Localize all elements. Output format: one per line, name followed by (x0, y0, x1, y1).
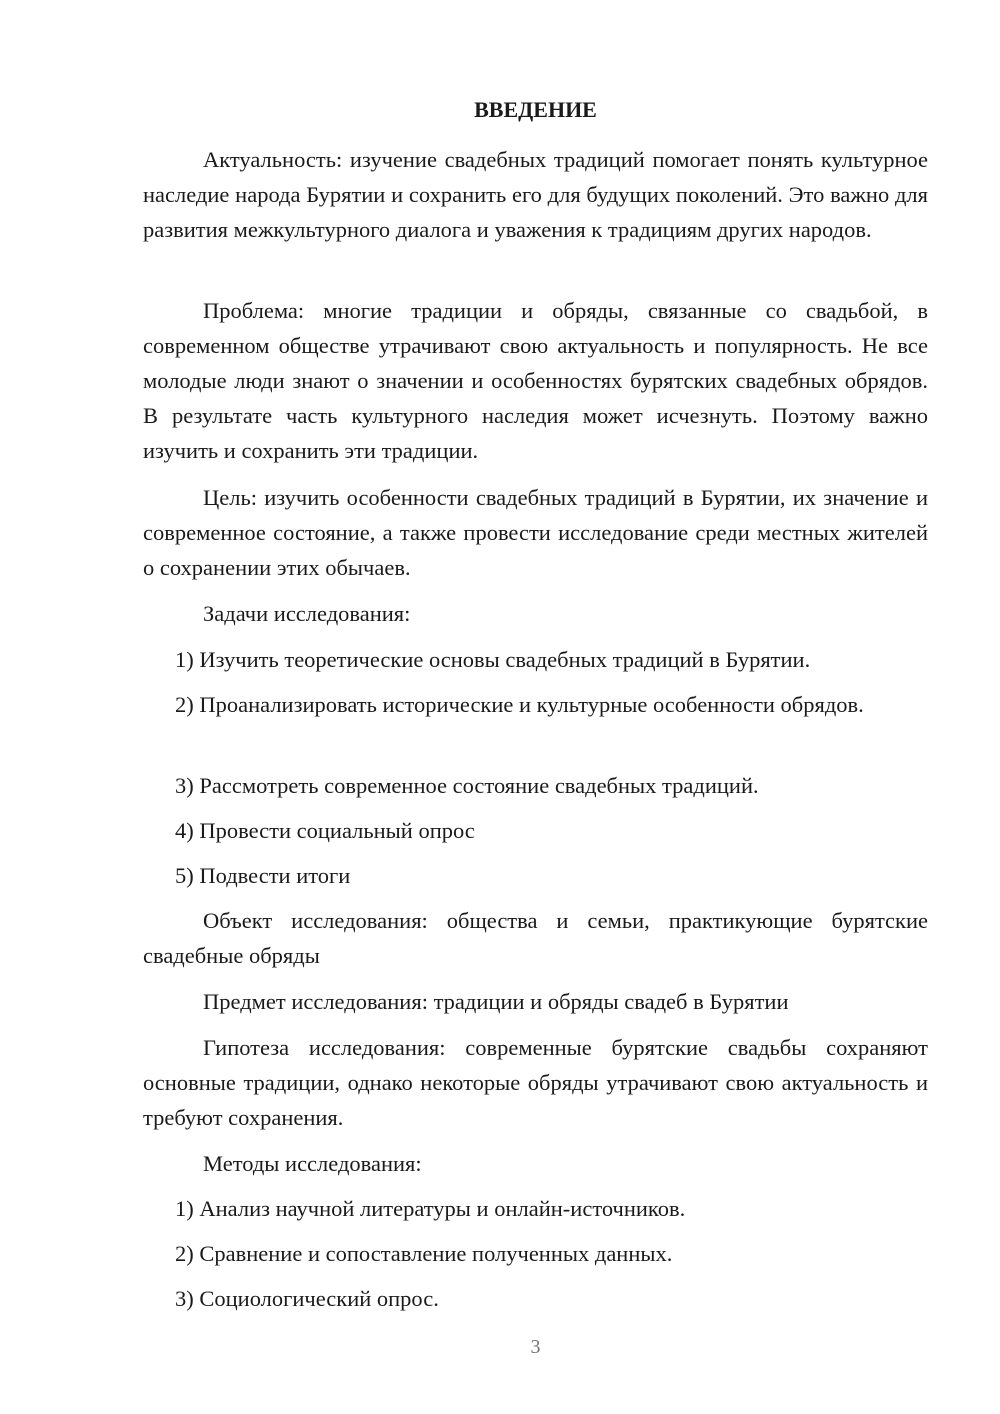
list-item-task-1: 1) Изучить теоретические основы свадебных традиций в Бурятии. (175, 647, 811, 672)
list-item-method-3: 3) Социологический опрос. (175, 1286, 439, 1311)
paragraph-object: Объект исследования: общества и семьи, практикующие бурятские свадебные обряды (143, 908, 928, 968)
list-item-task-5: 5) Подвести итоги (175, 863, 351, 888)
list-item-task-3: 3) Рассмотреть современное состояние свадебных традиций. (175, 773, 759, 798)
list-item-task-2: 2) Проанализировать исторические и культурные особенности обрядов. (175, 692, 864, 717)
paragraph-methods-heading: Методы исследования: (203, 1151, 422, 1176)
list-item-method-1: 1) Анализ научной литературы и онлайн-источников. (175, 1196, 686, 1221)
paragraph-relevance: Актуальность: изучение свадебных традиций помогает понять культурное наследие народа Бурятии и сохранить его для будущих поколений. Это важно для развития межкультурного диалога и уважения к традициям других народов. (143, 147, 928, 242)
paragraph-problem: Проблема: многие традиции и обряды, связанные со свадьбой, в современном обществе утрачивают свою актуальность и популярность. Не все молодые люди знают о значении и особенностях бурятских свадебных обрядов. В результате часть культурного наследия может исчезнуть. Поэтому важно изучить и сохранить эти традиции. (143, 298, 928, 463)
paragraph-goal: Цель: изучить особенности свадебных традиций в Бурятии, их значение и современное состояние, а также провести исследование среди местных жителей о сохранении этих обычаев. (143, 485, 928, 580)
paragraph-hypothesis: Гипотеза исследования: современные бурятские свадьбы сохраняют основные традиции, однако некоторые обряды утрачивают свою актуальность и требуют сохранения. (143, 1035, 928, 1130)
page-number: 3 (530, 1336, 541, 1358)
page-title: ВВЕДЕНИЕ (474, 97, 597, 122)
paragraph-subject: Предмет исследования: традиции и обряды свадеб в Бурятии (203, 989, 789, 1014)
paragraph-tasks-heading: Задачи исследования: (203, 601, 411, 626)
list-item-method-2: 2) Сравнение и сопоставление полученных данных. (175, 1241, 673, 1266)
list-item-task-4: 4) Провести социальный опрос (175, 818, 475, 843)
